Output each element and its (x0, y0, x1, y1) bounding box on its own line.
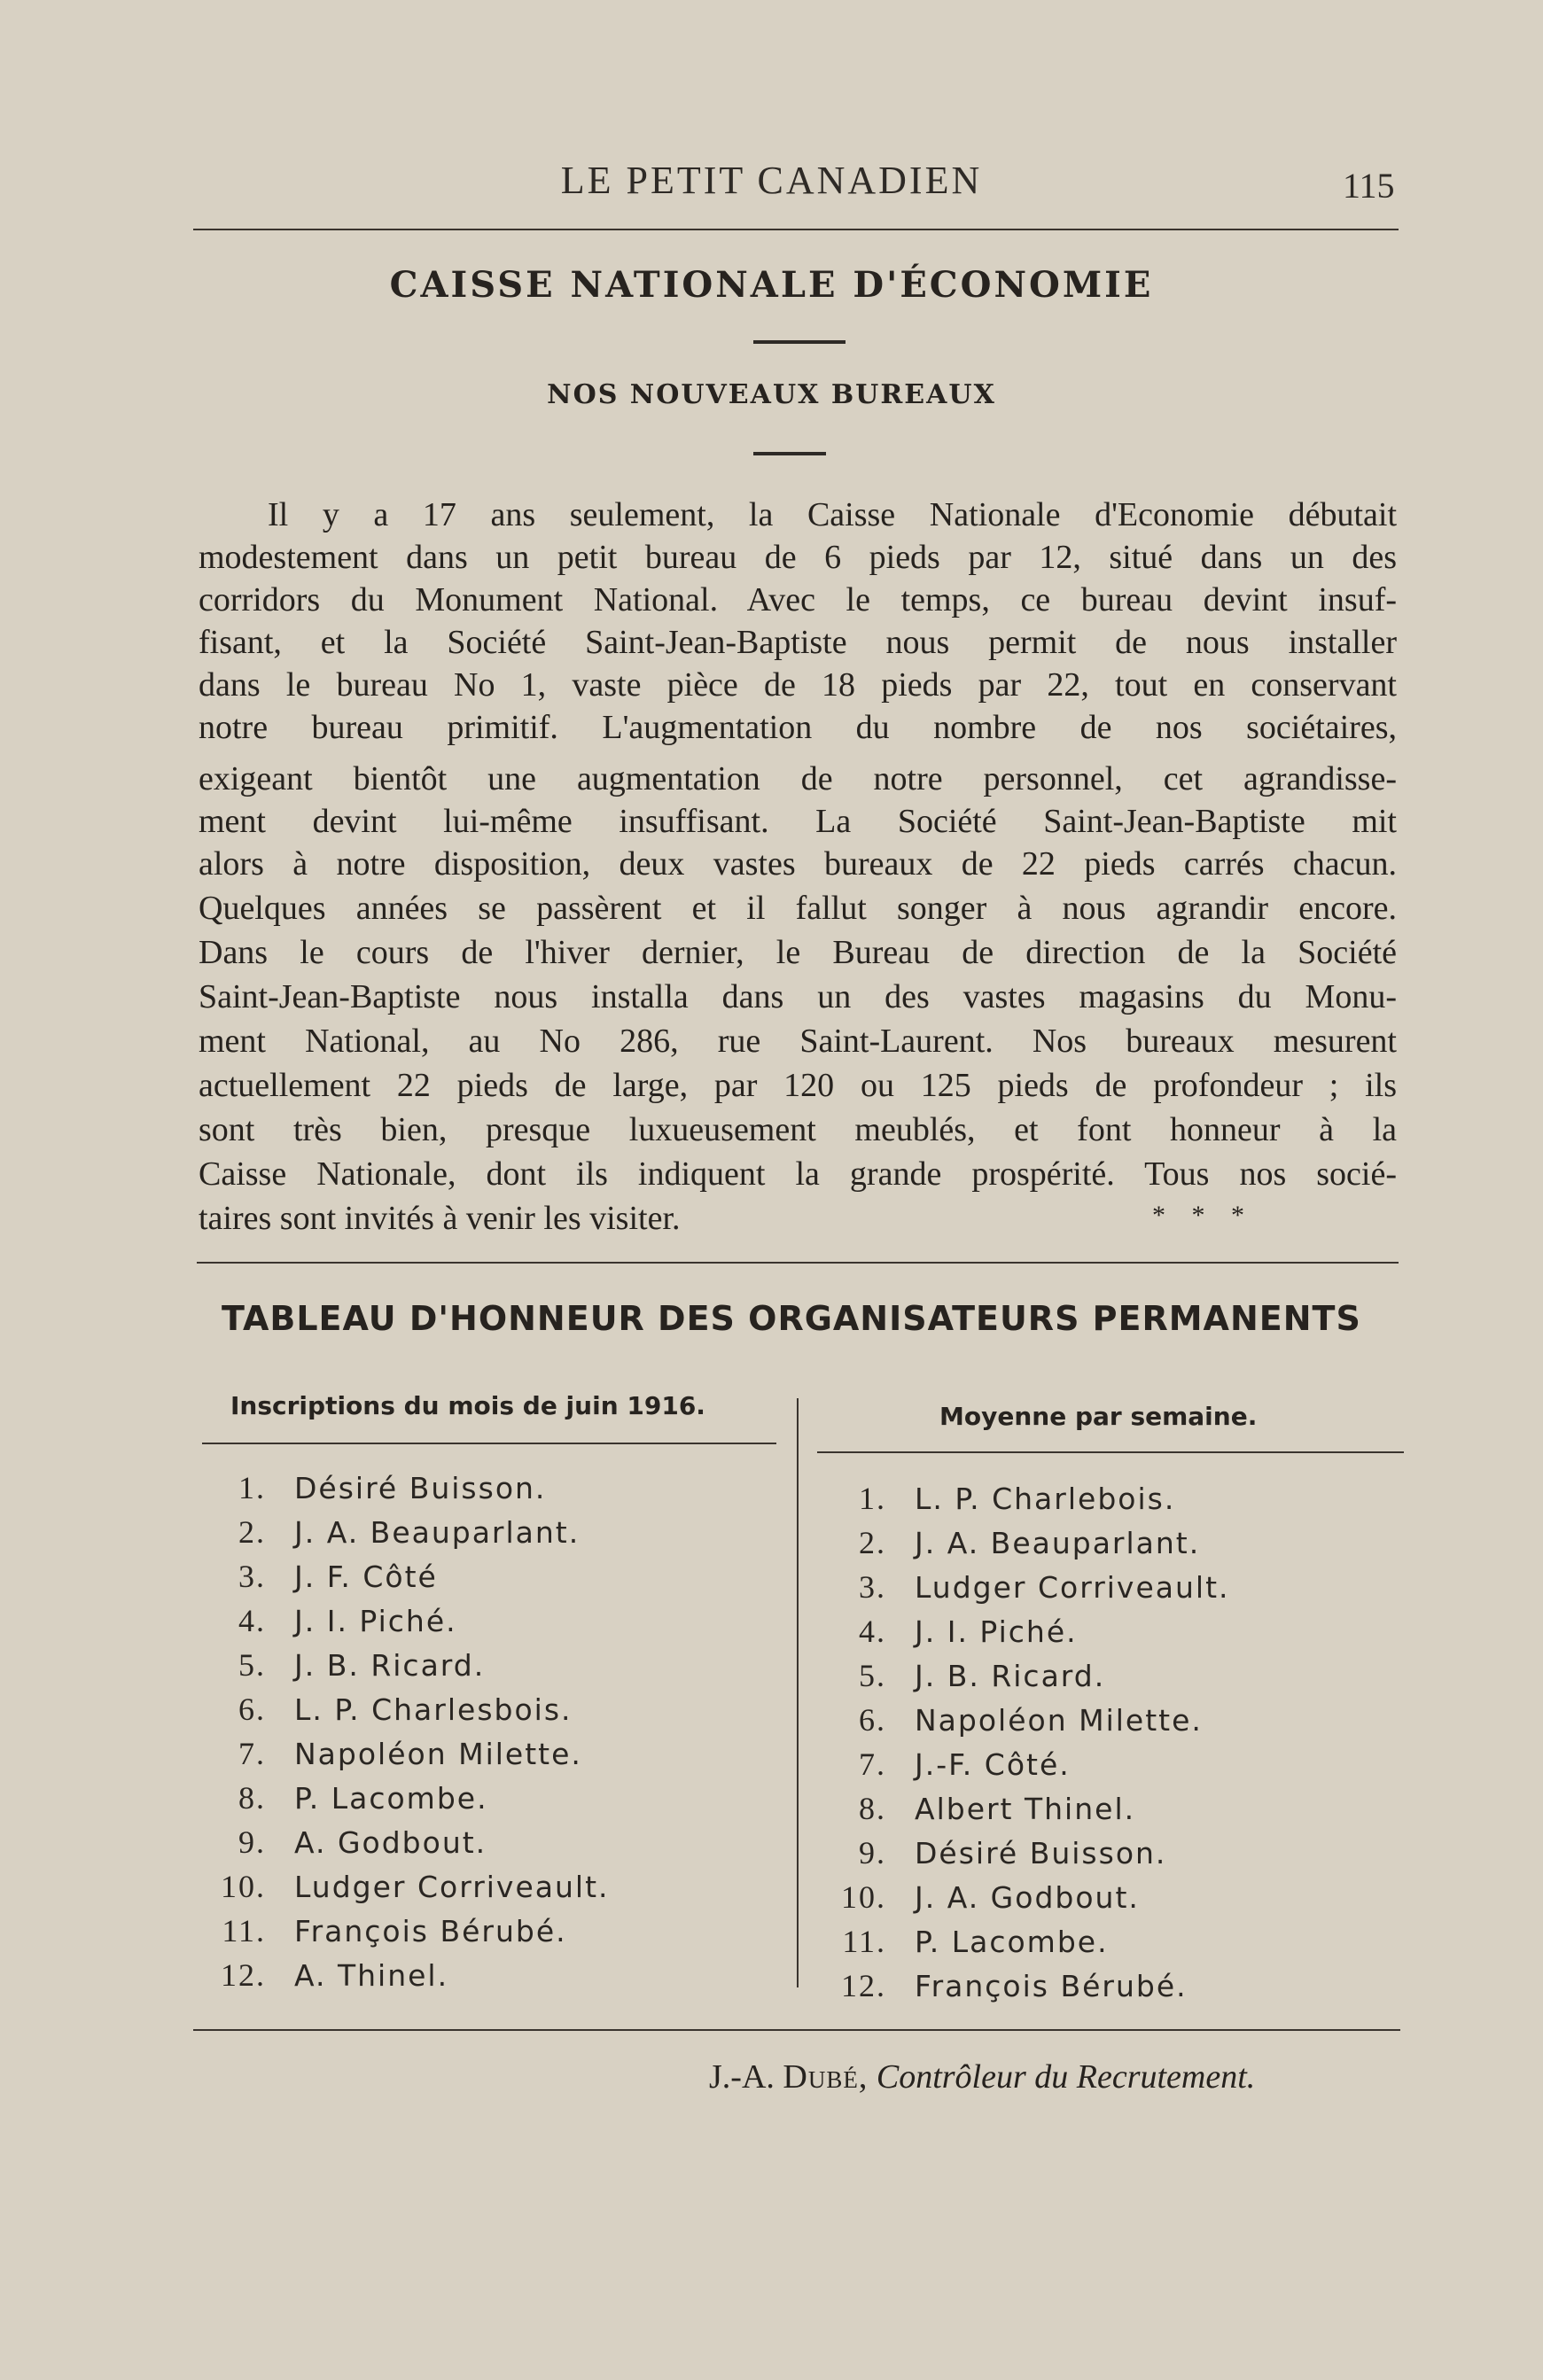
body-line: sont très bien, presque luxueusement meublés, et font honneur à la (199, 1111, 1397, 1148)
organiser-name: J. A. Godbout. (915, 1880, 1140, 1915)
article-subtitle: NOS NOUVEAUX BUREAUX (547, 379, 996, 410)
rank-number: 5. (238, 1647, 266, 1683)
organiser-name: J.-F. Côté. (915, 1747, 1071, 1782)
organiser-name: François Bérubé. (294, 1914, 567, 1948)
rank-number: 2. (238, 1514, 266, 1550)
organiser-name: J. I. Piché. (915, 1614, 1078, 1649)
article-title: CAISSE NATIONALE D'ÉCONOMIE (389, 264, 1154, 306)
list-item (833, 1742, 1071, 1786)
body-line: Dans le cours de l'hiver dernier, le Bureau de direction de la Société (199, 934, 1397, 971)
rank-number: 4. (238, 1603, 266, 1638)
organiser-name: P. Lacombe. (915, 1925, 1109, 1959)
organiser-name: J. F. Côté (294, 1559, 438, 1594)
list-item (213, 1820, 487, 1864)
organiser-name: J. B. Ricard. (915, 1659, 1106, 1693)
rank-number: 8. (859, 1791, 886, 1826)
body-line: modestement dans un petit bureau de 6 pieds par 12, situé dans un des (199, 539, 1397, 576)
rank-number: 10. (841, 1879, 886, 1915)
rank-number: 11. (842, 1924, 886, 1959)
list-item (213, 1776, 488, 1820)
organiser-name: Ludger Corriveault. (294, 1870, 610, 1904)
rank-number: 12. (221, 1957, 266, 1993)
right-heading-rule (817, 1451, 1404, 1453)
signature-initials: J.-A. (709, 2058, 775, 2096)
organiser-name: Désiré Buisson. (294, 1471, 547, 1505)
list-item (213, 1643, 485, 1687)
organiser-name: J. I. Piché. (294, 1604, 457, 1638)
rank-number: 6. (859, 1702, 886, 1738)
signature (709, 2057, 1255, 2096)
list-item (213, 1510, 580, 1554)
organiser-name: L. P. Charlebois. (915, 1482, 1176, 1516)
rank-number: 1. (859, 1481, 886, 1516)
right-column-heading: Moyenne par semaine. (939, 1402, 1258, 1431)
organiser-name: J. A. Beauparlant. (294, 1515, 581, 1550)
list-item (833, 1786, 1135, 1831)
left-column-heading: Inscriptions du mois de juin 1916. (230, 1391, 705, 1420)
rank-number: 9. (859, 1835, 886, 1871)
body-line: actuellement 22 pieds de large, par 120 ou 125 pieds de profondeur ; ils (199, 1067, 1397, 1104)
body-line: Il y a 17 ans seulement, la Caisse Nationale d'Economie débutait (268, 496, 1397, 533)
organiser-name: Albert Thinel. (915, 1792, 1136, 1826)
list-item (833, 1875, 1140, 1919)
list-item (833, 1698, 1203, 1742)
rank-number: 10. (221, 1869, 266, 1904)
section-rule (197, 1262, 1399, 1264)
organiser-name: A. Thinel. (294, 1958, 449, 1993)
organiser-name: J. B. Ricard. (294, 1648, 486, 1683)
list-item (833, 1476, 1175, 1521)
organiser-name: Désiré Buisson. (915, 1836, 1167, 1871)
honour-table-title: TABLEAU D'HONNEUR DES ORGANISATEURS PERMANENTS (222, 1299, 1361, 1338)
rank-number: 3. (238, 1559, 266, 1594)
body-line: corridors du Monument National. Avec le temps, ce bureau devint insuf- (199, 581, 1397, 618)
rank-number: 2. (859, 1525, 886, 1560)
rank-number: 9. (238, 1824, 266, 1860)
list-item (833, 1565, 1230, 1609)
body-line: Quelques années se passèrent et il fallut songer à nous agrandir encore. (199, 890, 1397, 927)
body-line: ment National, au No 286, rue Saint-Laurent. Nos bureaux mesurent (199, 1023, 1397, 1060)
rank-number: 8. (238, 1780, 266, 1816)
list-item (833, 1919, 1109, 1964)
organiser-name: Napoléon Milette. (915, 1703, 1203, 1738)
list-item (213, 1909, 567, 1953)
body-line: Saint-Jean-Baptiste nous installa dans un des vastes magasins du Monu- (199, 978, 1397, 1015)
organiser-name: Ludger Corriveault. (915, 1570, 1230, 1605)
list-item (213, 1687, 573, 1731)
rank-number: 7. (859, 1746, 886, 1782)
subtitle-rule (753, 452, 826, 455)
list-item (213, 1598, 457, 1643)
end-mark: * * * (1152, 1201, 1244, 1230)
list-item (833, 1964, 1188, 2008)
rank-number: 11. (222, 1913, 266, 1948)
list-item (213, 1466, 546, 1510)
rank-number: 6. (238, 1692, 266, 1727)
signature-surname: Dubé, (783, 2058, 869, 2096)
rank-number: 4. (859, 1614, 886, 1649)
list-item (833, 1831, 1166, 1875)
body-line: ment devint lui-même insuffisant. La Société Saint-Jean-Baptiste mit (199, 803, 1397, 840)
title-rule (753, 340, 846, 344)
body-line: exigeant bientôt une augmentation de notre personnel, cet agrandisse- (199, 760, 1397, 797)
list-item (833, 1521, 1200, 1565)
list-item (213, 1731, 582, 1776)
list-item (213, 1953, 448, 1997)
organiser-name: L. P. Charlesbois. (294, 1692, 573, 1727)
rank-number: 3. (859, 1569, 886, 1605)
organiser-name: P. Lacombe. (294, 1781, 488, 1816)
list-item (213, 1554, 438, 1598)
header-rule (193, 229, 1399, 230)
rank-number: 5. (859, 1658, 886, 1693)
body-line: Caisse Nationale, dont ils indiquent la grande prospérité. Tous nos socié- (199, 1155, 1397, 1193)
body-line: notre bureau primitif. L'augmentation du nombre de nos sociétaires, (199, 709, 1397, 746)
signature-role: Contrôleur du Recrutement. (876, 2058, 1256, 2096)
list-item (833, 1609, 1078, 1653)
rank-number: 12. (841, 1968, 886, 2003)
organiser-name: J. A. Beauparlant. (915, 1526, 1201, 1560)
left-heading-rule (202, 1443, 776, 1444)
rank-number: 7. (238, 1736, 266, 1771)
organiser-name: Napoléon Milette. (294, 1737, 582, 1771)
body-line: dans le bureau No 1, vaste pièce de 18 pieds par 22, tout en conservant (199, 666, 1397, 704)
body-line: taires sont invités à venir les visiter. (199, 1200, 681, 1237)
footer-rule (193, 2029, 1400, 2031)
rank-number: 1. (238, 1470, 266, 1505)
column-divider (797, 1398, 799, 1987)
organiser-name: A. Godbout. (294, 1825, 487, 1860)
organiser-name: François Bérubé. (915, 1969, 1188, 2003)
body-line: alors à notre disposition, deux vastes bureaux de 22 pieds carrés chacun. (199, 845, 1397, 883)
list-item (213, 1864, 610, 1909)
running-title: LE PETIT CANADIEN (560, 159, 983, 202)
list-item (833, 1653, 1105, 1698)
body-line: fisant, et la Société Saint-Jean-Baptiste nous permit de nous installer (199, 624, 1397, 661)
page-number: 115 (1343, 166, 1395, 206)
